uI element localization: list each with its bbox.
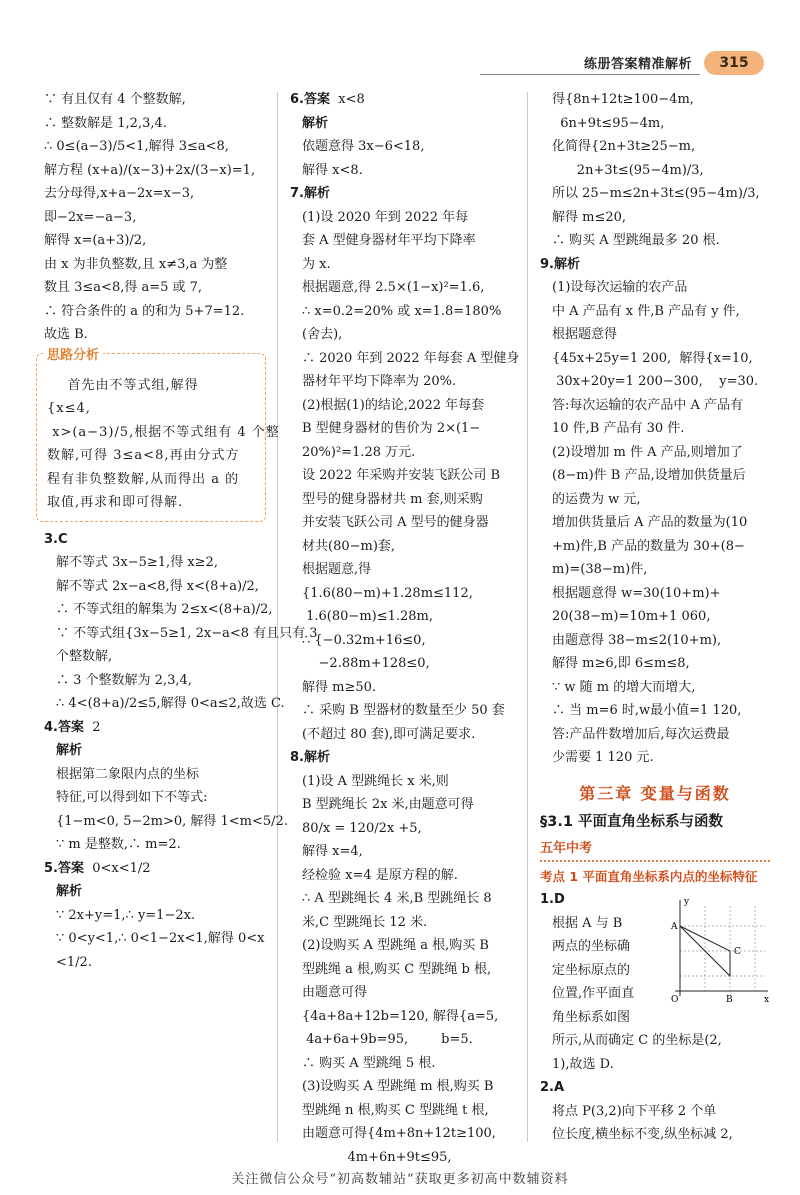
- text-line: (2)设增加 m 件 A 产品,则增加了: [552, 444, 743, 460]
- text-line: 材共(80−m)套,: [302, 538, 396, 554]
- question-number: 2.A: [540, 1080, 565, 1095]
- point-b-label: B: [726, 995, 733, 1005]
- text-line: ∴ {−0.32m+16≤0,: [302, 632, 426, 648]
- text-line: 两点的坐标确: [552, 939, 631, 954]
- chapter-title: 第三章 变量与函数: [579, 783, 731, 803]
- text-line: <1/2.: [56, 954, 92, 970]
- text-line: (3)设购买 A 型跳绳 m 根,购买 B: [302, 1079, 494, 1094]
- text-line: 80/x = 120/2x +5,: [302, 820, 422, 836]
- question-5-lines: [44, 904, 266, 975]
- text-line: 由题意可得: [302, 985, 368, 1000]
- analysis-label: 解析: [56, 884, 83, 899]
- text-line: 角坐标系如图: [552, 1009, 631, 1025]
- text-line: ∵ 0<y<1,∴ 0<1−2x<1,解得 0<x: [56, 931, 265, 946]
- text-line: 取值,再求和即可得解.: [47, 495, 184, 510]
- text-line: ∴ 2020 年到 2022 年每套 A 型健身: [302, 350, 520, 366]
- text-line: 去分母得,x+a−2x=x−3,: [44, 186, 195, 201]
- text-line: ∴ 购买 A 型跳绳 5 根.: [302, 1055, 436, 1071]
- text-line: 由题意得 38−m≤2(10+m),: [552, 632, 722, 648]
- text-line: (1)设 2020 年到 2022 年每: [302, 209, 469, 225]
- question-9-solution: [540, 253, 770, 770]
- text-line: 依题意得 3x−6<18,: [302, 139, 425, 154]
- question-7-solution: [290, 182, 520, 746]
- page-header: [0, 0, 800, 82]
- column-2: [290, 88, 520, 1169]
- thinking-analysis-text: [47, 374, 280, 515]
- text-line: (1)设每次运输的农产品: [552, 280, 688, 295]
- text-line: 解得 m≤20,: [552, 209, 627, 225]
- y-axis-label: y: [684, 897, 690, 907]
- text-line: 根据题意得: [552, 327, 618, 342]
- footer-note: 关注微信公众号“初高数辅站”获取更多初高中数辅资料: [231, 1172, 569, 1187]
- coordinate-figure: [670, 896, 770, 1006]
- text-line: {1.6(80−m)+1.28m≤112,: [302, 585, 473, 601]
- text-line: 所以 25−m≤2n+3t≤(95−4m)/3,: [552, 186, 760, 201]
- text-line: 米,C 型跳绳长 12 米.: [302, 914, 428, 930]
- text-line: 解不等式 3x−5≥1,得 x≥2,: [56, 555, 218, 570]
- question-8-continued: [540, 88, 770, 253]
- header-title: 练册答案精准解析: [583, 57, 692, 72]
- column-3: [540, 88, 770, 1147]
- text-line: 位长度,横坐标不变,纵坐标减 2,: [552, 1127, 733, 1142]
- text-line: 解得 m≥6,即 6≤m≤8,: [552, 656, 690, 671]
- text-line: 即−2x=−a−3,: [44, 209, 137, 225]
- page-number-badge: 315: [704, 51, 764, 75]
- question-number: 7.解析: [290, 186, 330, 201]
- text-line: ∵ 不等式组{3x−5≥1, 2x−a<8 有且只有 3: [56, 625, 318, 641]
- question-5-solution: [44, 857, 266, 975]
- text-line: ∴ A 型跳绳长 4 米,B 型跳绳长 8: [302, 891, 492, 906]
- text-line: (不超过 80 套),即可满足要求.: [302, 726, 476, 742]
- text-line: 器材年平均下降率为 20%.: [302, 374, 457, 389]
- text-line: 的运费为 w 元,: [552, 491, 641, 507]
- text-line: 数解,可得 3≤a<8,再由分式方: [47, 448, 240, 463]
- header-rule: [480, 74, 700, 75]
- question-3-solution: [44, 528, 318, 716]
- text-line: 解方程 (x+a)/(x−3)+2x/(3−x)=1,: [44, 162, 256, 178]
- question-number: 5.答案: [44, 860, 84, 876]
- answer-value: x<8: [338, 92, 365, 107]
- text-line: 经检验 x=4 是原方程的解.: [302, 867, 458, 883]
- text-line: 1.6(80−m)≤1.28m,: [302, 609, 434, 624]
- text-line: (舍去),: [302, 327, 343, 342]
- text-line: 少需要 1 120 元.: [552, 750, 654, 765]
- question-6-solution: [290, 88, 515, 182]
- question-8-lines: [290, 770, 515, 1170]
- text-line: 答:每次运输的农产品中 A 产品有: [552, 397, 744, 413]
- text-line: ∴ 采购 B 型器材的数量至少 50 套: [302, 703, 505, 718]
- question-2-solution: [540, 1076, 770, 1147]
- text-line: ∴ x=0.2=20% 或 x=1.8=180%: [302, 303, 502, 319]
- text-line: −2.88m+128≤0,: [302, 656, 430, 671]
- text-line: 程有非负整数解,从而得出 a 的: [47, 471, 240, 487]
- question-8-solution: [290, 746, 515, 1169]
- text-line: 并安装飞跃公司 A 型号的健身器: [302, 515, 489, 530]
- question-2-lines: [540, 1100, 770, 1147]
- text-line: 由题意可得{4m+8n+12t≥100,: [302, 1126, 496, 1141]
- question-number: 1.D: [540, 892, 565, 907]
- thinking-analysis-box: [36, 347, 280, 522]
- text-line: {x≤4,: [47, 401, 91, 416]
- text-line: 位置,作平面直: [552, 986, 635, 1001]
- text-line: 化简得{2n+3t≥25−m,: [552, 139, 696, 154]
- text-line: 20%)²=1.28 万元.: [302, 444, 416, 460]
- text-line: 增加供货量后 A 产品的数量为(10: [552, 515, 748, 530]
- point-c-label: C: [734, 947, 741, 957]
- section-title: §3.1 平面直角坐标系与函数: [540, 814, 723, 830]
- text-line: 定坐标原点的: [552, 962, 631, 978]
- text-line: ∴ 不等式组的解集为 2≤x<(8+a)/2,: [56, 602, 273, 617]
- text-line: 特征,可以得到如下不等式:: [56, 790, 208, 805]
- answer-value: 2: [92, 719, 101, 735]
- text-line: B 型跳绳长 2x 米,由题意可得: [302, 797, 474, 812]
- column-divider-2: [527, 92, 528, 1142]
- text-line: ∵ m 是整数,∴ m=2.: [56, 837, 181, 852]
- text-line: 30x+20y=1 200−300, y=30.: [552, 374, 759, 389]
- text-line: ∴ 整数解是 1,2,3,4.: [44, 115, 167, 131]
- text-line: 型号的健身器材共 m 套,则采购: [302, 491, 483, 507]
- text-line: (8−m)件 B 产品,设增加供货量后: [552, 468, 746, 483]
- text-line: 数且 3≤a<8,得 a=5 或 7,: [44, 280, 203, 295]
- question-number: 6.答案: [290, 92, 330, 107]
- text-line: (1)设 A 型跳绳长 x 米,则: [302, 773, 449, 789]
- text-line: 4m+6n+9t≤95,: [302, 1149, 452, 1165]
- text-line: 故选 B.: [44, 327, 88, 342]
- text-line: 中 A 产品有 x 件,B 产品有 y 件,: [552, 303, 740, 319]
- text-line: ∵ 2x+y=1,∴ y=1−2x.: [56, 907, 196, 923]
- text-line: 得{8n+12t≥100−4m,: [552, 92, 694, 107]
- answer-value: 0<x<1/2: [92, 860, 151, 876]
- text-line: 将点 P(3,2)向下平移 2 个单: [552, 1103, 717, 1119]
- text-line: 答:产品件数增加后,每次运费最: [552, 726, 730, 742]
- text-line: 根据 A 与 B: [552, 915, 623, 931]
- text-line: ∴ 当 m=6 时,w最小值=1 120,: [552, 703, 742, 718]
- text-line: 10 件,B 产品有 30 件.: [552, 421, 685, 436]
- text-line: B 型健身器材的售价为 2×(1−: [302, 421, 481, 436]
- text-line: 首先由不等式组,解得: [47, 377, 199, 393]
- text-line: 根据题意,得 2.5×(1−x)²=1.6,: [302, 280, 485, 295]
- question-number: 3.C: [44, 531, 68, 547]
- column-divider-1: [277, 92, 278, 1142]
- text-line: +m)件,B 产品的数量为 30+(8−: [552, 538, 745, 554]
- text-line: {4a+8a+12b=120, 解得{a=5,: [302, 1008, 499, 1024]
- text-line: 20(38−m)=10m+1 060,: [552, 609, 711, 624]
- text-line: 解得 x<8.: [302, 162, 363, 178]
- question-9-lines: [540, 276, 770, 770]
- text-line: 6n+9t≤95−4m,: [552, 115, 665, 131]
- text-line: 所示,从而确定 C 的坐标是(2,: [552, 1033, 722, 1048]
- text-line: 1),故选 D.: [552, 1056, 614, 1072]
- text-line: 根据题意,得: [302, 562, 372, 577]
- text-line: {1−m<0, 5−2m>0, 解得 1<m<5/2.: [56, 813, 288, 829]
- question-number: 4.答案: [44, 719, 84, 735]
- text-line: {45x+25y=1 200, 解得{x=10,: [552, 350, 753, 366]
- text-line: ∴ 符合条件的 a 的和为 5+7=12.: [44, 303, 245, 319]
- thinking-analysis-title: 思路分析: [43, 344, 103, 368]
- question-number: 9.解析: [540, 256, 580, 272]
- text-line: 解得 x=4,: [302, 844, 363, 859]
- analysis-label: 解析: [56, 743, 83, 758]
- text-line: 由 x 为非负整数,且 x≠3,a 为整: [44, 256, 228, 272]
- text-line: 设 2022 年采购并安装飞跃公司 B: [302, 468, 501, 483]
- text-line: 型跳绳 n 根,购买 C 型跳绳 t 根,: [302, 1102, 489, 1118]
- text-line: 4a+6a+9b=95, b=5.: [302, 1032, 473, 1047]
- text-line: 个整数解,: [56, 649, 113, 664]
- question-3-lines: [44, 551, 318, 716]
- question-6-lines: [290, 135, 515, 182]
- text-line: 解得 m≥50.: [302, 679, 377, 695]
- text-line: (2)根据(1)的结论,2022 年每套: [302, 397, 485, 413]
- text-line: 套 A 型健身器材年平均下降率: [302, 233, 476, 248]
- question-4-lines: [44, 763, 288, 857]
- analysis-label: 解析: [302, 115, 329, 131]
- text-line: 为 x.: [302, 256, 331, 272]
- text-line: ∴ 4<(8+a)/2≤5,解得 0<a≤2,故选 C.: [56, 696, 285, 711]
- text-line: 2n+3t≤(95−4m)/3,: [552, 162, 704, 178]
- text-line: 根据第二象限内点的坐标: [56, 766, 200, 782]
- knowledge-point-heading: 考点 1 平面直角坐标系内点的坐标特征: [540, 869, 758, 884]
- text-line: 根据题意得 w=30(10+m)+: [552, 585, 721, 601]
- text-line: ∵ w 随 m 的增大而增大,: [552, 679, 696, 695]
- text-line: ∴ 购买 A 型跳绳最多 20 根.: [552, 233, 720, 248]
- x-axis-label: x: [764, 995, 770, 1005]
- point-a-label: A: [671, 922, 678, 932]
- text-line: ∴ 3 个整数解为 2,3,4,: [56, 672, 192, 688]
- origin-label: O: [671, 995, 679, 1005]
- text-line: ∴ 0≤(a−3)/5<1,解得 3≤a<8,: [44, 139, 229, 154]
- text-line: (2)设购买 A 型跳绳 a 根,购买 B: [302, 938, 489, 953]
- question-4-solution: [44, 716, 288, 857]
- text-line: 解得 x=(a+3)/2,: [44, 233, 147, 248]
- text-line: 型跳绳 a 根,购买 C 型跳绳 b 根,: [302, 961, 492, 977]
- five-year-exam-heading: 五年中考: [540, 837, 770, 863]
- question-1-solution: [540, 888, 770, 1076]
- question-number: 8.解析: [290, 750, 330, 765]
- solution-q2-continued: [44, 88, 266, 347]
- text-line: 解不等式 2x−a<8,得 x<(8+a)/2,: [56, 578, 259, 594]
- question-7-lines: [290, 206, 520, 747]
- text-line: m)=(38−m)件,: [552, 562, 648, 577]
- text-line: x>(a−3)/5,根据不等式组有 4 个整: [47, 424, 280, 440]
- text-line: ∵ 有且仅有 4 个整数解,: [44, 92, 186, 107]
